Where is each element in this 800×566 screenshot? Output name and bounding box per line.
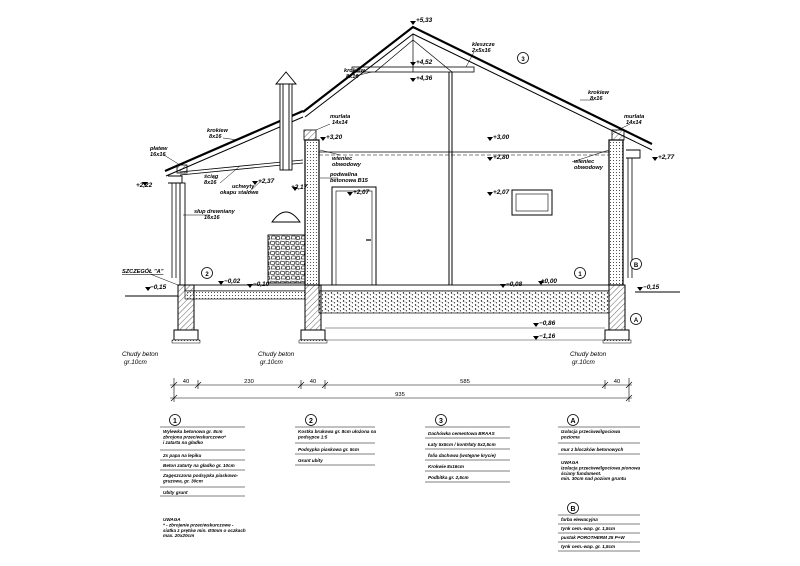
label-sciag-size: 8x16 bbox=[204, 180, 217, 186]
leg1-row-1: Wylewka betonowa gr. 8cm zbrojona przeciwskurczowo* i zatarta na gładko bbox=[163, 429, 226, 445]
level-436: +4,36 bbox=[416, 75, 433, 82]
level-ridge: +5,33 bbox=[416, 17, 433, 24]
door bbox=[332, 187, 376, 285]
label-podwalina-sub: betonowa B15 bbox=[330, 178, 368, 184]
dim-40-b: 40 bbox=[309, 379, 317, 385]
leg3-row-3: folia dachowa (wstępne krycie) bbox=[428, 453, 496, 458]
legend-3-number: 3 bbox=[439, 418, 443, 425]
leg1-row-3: Beton zatarty na gładko gr. 10cm bbox=[163, 463, 235, 468]
legB-row-4: tynk cem.-wap. gr. 1,5cm bbox=[561, 544, 616, 549]
label-slup: słup drewniany bbox=[194, 209, 235, 215]
level-m002: −0,02 bbox=[224, 278, 241, 285]
label-krokiew-porch: krokiew bbox=[207, 128, 228, 134]
element-labels bbox=[122, 42, 644, 366]
legend-1-number: 1 bbox=[173, 418, 177, 425]
leg3-row-1: Dachówka cementowa BRAAS bbox=[428, 431, 495, 436]
label-beton-mid-sub: gr.10cm bbox=[260, 359, 283, 366]
leg3-row-2: Łaty 5x5cm / kontrłaty 5x2,5cm bbox=[428, 442, 496, 447]
legB-row-2: tynk cem.-wap. gr. 1,5cm bbox=[561, 526, 616, 531]
level-m116: −1,16 bbox=[539, 333, 556, 340]
label-krokiew-left: krokiew bbox=[344, 68, 365, 74]
label-beton-mid: Chudy beton bbox=[258, 351, 295, 358]
label-platew: płatew bbox=[150, 146, 168, 152]
leg2-row-3: Grunt ubity bbox=[298, 458, 323, 463]
label-wieniec-right-sub: obwodowy bbox=[574, 165, 603, 171]
dim-40-c: 40 bbox=[613, 379, 621, 385]
label-krokiew-porch-size: 8x16 bbox=[209, 134, 222, 140]
legend-1-note bbox=[163, 517, 246, 538]
level-237: +2,37 bbox=[258, 178, 275, 185]
label-uchwyty: uchwyty bbox=[232, 184, 255, 190]
dimension-labels bbox=[183, 379, 620, 398]
legend-3-rows bbox=[427, 431, 496, 480]
tag-2: 2 bbox=[205, 272, 209, 278]
label-murlata-left: murlata bbox=[330, 114, 351, 120]
tag-A: A bbox=[633, 318, 639, 324]
label-krokiew-right-size: 8x16 bbox=[590, 96, 603, 102]
level-280: +2,80 bbox=[493, 154, 510, 161]
label-wieniec-left-sub: obwodowy bbox=[332, 162, 361, 168]
label-kleszcze-size: 2x5x16 bbox=[472, 48, 491, 54]
dim-935: 935 bbox=[395, 392, 405, 398]
label-kleszcze: kleszcze bbox=[472, 42, 495, 48]
legend-1-note-text: UWAGA * - zbrojenie przeciwskurczowe -siatka z prętów min. Ø3mm o oczkach max. 20x20cm bbox=[163, 517, 246, 539]
label-murlata-left-size: 14x14 bbox=[332, 120, 348, 126]
legend-B-number: B bbox=[570, 506, 576, 513]
legA-row-1: Izolacja przeciwwilgociowa pozioma bbox=[561, 429, 621, 440]
level-m015-right: −0,15 bbox=[643, 284, 660, 291]
window bbox=[512, 190, 552, 215]
label-podwalina: podwalina bbox=[330, 172, 358, 178]
level-207-a: +2,07 bbox=[353, 189, 370, 196]
level-m010: −0,10 bbox=[253, 281, 270, 288]
label-krokiew-left-size: 8x16 bbox=[346, 74, 359, 80]
foundations bbox=[125, 285, 680, 343]
legend-text bbox=[162, 418, 641, 549]
leader-lines bbox=[150, 52, 630, 285]
legend-1-rows bbox=[162, 429, 239, 495]
label-beton-left-sub: gr.10cm bbox=[124, 359, 147, 366]
legend-2-number: 2 bbox=[309, 418, 313, 425]
legend-A-note bbox=[561, 460, 641, 481]
legB-row-1: farba elewacyjna bbox=[561, 517, 598, 522]
label-szczegol: SZCZEGÓŁ "A" bbox=[122, 269, 164, 275]
level-m008: −0,08 bbox=[506, 281, 523, 288]
leg1-row-5: Ubity grunt bbox=[163, 490, 188, 495]
tag-B: B bbox=[633, 263, 639, 269]
legA-row-2: mur z bloczków betonowych bbox=[561, 447, 624, 452]
legend-A-rows bbox=[560, 429, 623, 452]
label-beton-right: Chudy beton bbox=[570, 351, 607, 358]
legend-A-number: A bbox=[570, 418, 576, 425]
legend-A-note-text: UWAGA Izolacja przeciwwilgociowa pionowa ściany fundament. min. 30cm nad poziom gruntu bbox=[561, 460, 641, 482]
level-zero: ±0,00 bbox=[541, 278, 557, 285]
dim-40-a: 40 bbox=[182, 379, 190, 385]
label-sciag: ściąg bbox=[204, 174, 219, 180]
leg2-row-2: Podsypka piaskowa gr. 5cm bbox=[298, 447, 360, 452]
level-452: +4,52 bbox=[416, 59, 433, 66]
leg2-row-1: Kostka brukowa gr. 8cm ułożona na podsypce 1:5 bbox=[298, 429, 377, 440]
level-277: +2,77 bbox=[658, 154, 675, 161]
label-slup-size: 16x16 bbox=[204, 215, 220, 221]
dim-585: 585 bbox=[460, 379, 470, 385]
label-murlata-right-size: 14x14 bbox=[626, 120, 642, 126]
leg3-row-5: Podbitka gr. 2,5cm bbox=[428, 475, 469, 480]
level-300: +3,00 bbox=[493, 134, 510, 141]
level-222: +2,22 bbox=[136, 182, 153, 189]
legend-2-rows bbox=[297, 429, 377, 463]
level-320: +3,20 bbox=[326, 134, 343, 141]
level-m015-left: −0,15 bbox=[150, 284, 167, 291]
level-217: +2,17 bbox=[291, 184, 308, 191]
label-beton-right-sub: gr.10cm bbox=[572, 359, 595, 366]
tag-3: 3 bbox=[521, 57, 525, 63]
label-platew-size: 16x16 bbox=[150, 152, 166, 158]
label-wieniec-left: wieniec bbox=[332, 156, 353, 162]
legB-row-3: pustak POROTHERM 25 P+W bbox=[561, 535, 625, 540]
leg3-row-4: Krokwie 8x16cm bbox=[428, 464, 465, 469]
leg1-row-2: 2x papa na lepiku bbox=[163, 453, 202, 458]
leg1-row-4: Zagęszczona podsypka piaskowo-gruzowa, gr. 30cm bbox=[163, 473, 239, 484]
level-m086: −0,86 bbox=[539, 320, 556, 327]
tag-1: 1 bbox=[578, 272, 582, 278]
label-uchwyty-sub: okapu stalowe bbox=[220, 190, 259, 196]
walls bbox=[172, 72, 632, 285]
dimension-lines bbox=[170, 378, 632, 402]
label-krokiew-right: krokiew bbox=[588, 90, 609, 96]
label-beton-left: Chudy beton bbox=[122, 351, 159, 358]
dim-230: 230 bbox=[244, 379, 254, 385]
level-207-b: +2,07 bbox=[493, 189, 510, 196]
label-murlata-right: murlata bbox=[624, 114, 645, 120]
label-wieniec-right: wieniec bbox=[574, 159, 595, 165]
